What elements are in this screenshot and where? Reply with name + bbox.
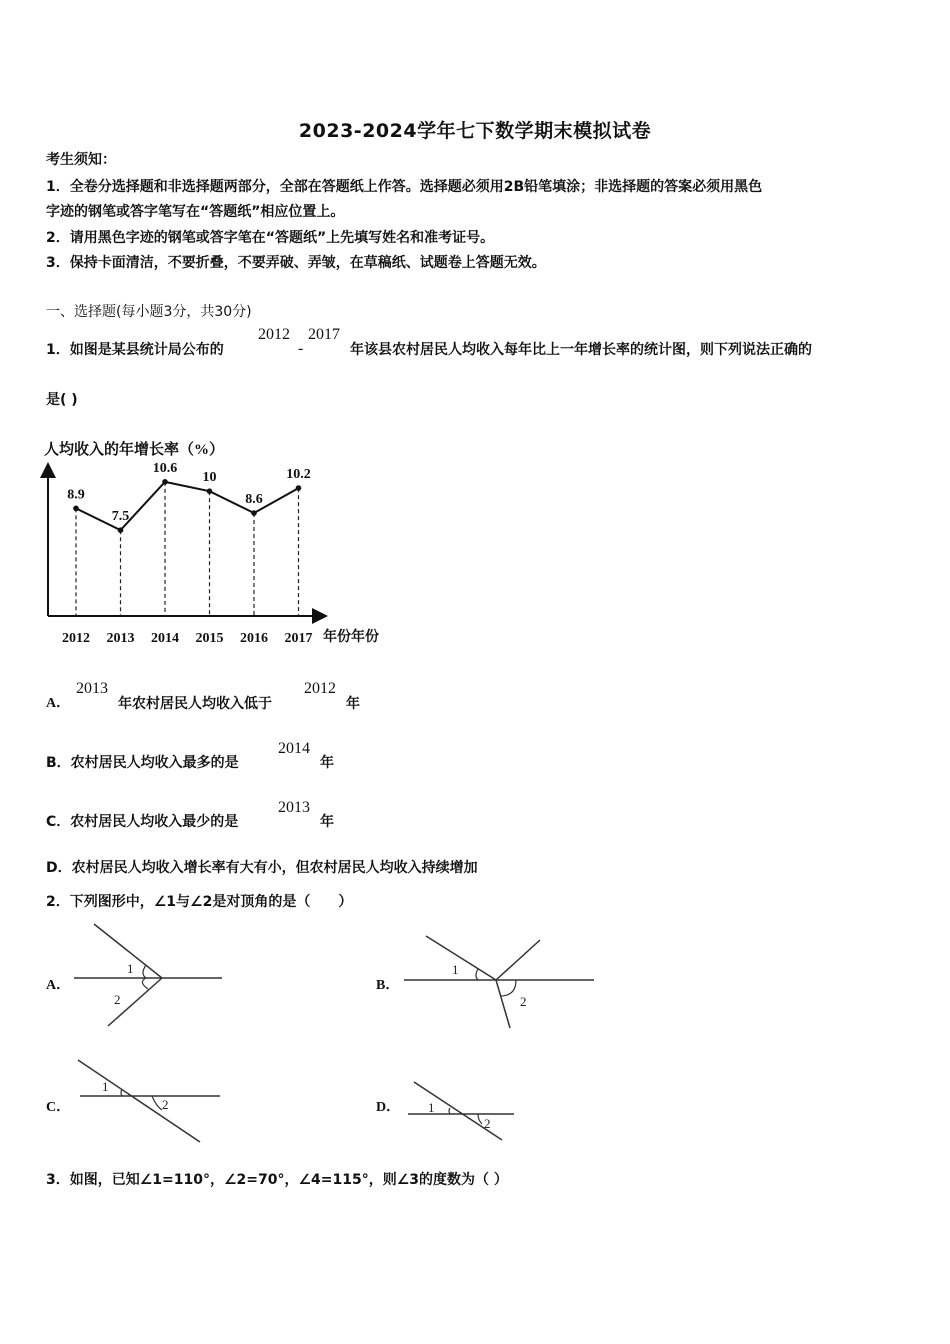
q1-option-d: D．农村居民人均收入增长率有大有小，但农村居民人均收入持续增加: [46, 860, 478, 876]
data-point-2015: [207, 488, 213, 494]
q2-option-c-label: C．: [46, 1100, 71, 1115]
q2-c-angle-2-label: 2: [162, 1097, 169, 1112]
x-tick-label-2013: 2013: [106, 631, 135, 646]
q2-figure-b: [400, 928, 600, 1032]
x-tick-label-2014: 2014: [151, 631, 179, 646]
growth-rate-line-chart: [30, 430, 410, 655]
section-heading: 一、选择题(每小题3分，共30分): [46, 304, 252, 320]
q2-figure-a: [70, 918, 230, 1033]
q1-option-c-end: 年: [320, 814, 334, 830]
data-label-2012: 8.9: [67, 487, 85, 503]
q1-option-a-year1: 2013: [76, 680, 108, 697]
data-point-2016: [251, 510, 257, 516]
q2-option-d-label: D．: [376, 1100, 401, 1115]
q1-year-end: 2017: [308, 326, 340, 343]
q1-option-a-mid: 年农村居民人均收入低于: [118, 696, 272, 712]
x-tick-label-2012: 2012: [62, 631, 90, 646]
q1-option-b-label: B．农村居民人均收入最多的是: [46, 755, 239, 771]
q2-option-a-label: A．: [46, 978, 71, 993]
q1-year-start: 2012: [258, 326, 290, 343]
q1-option-c-year: 2013: [278, 799, 310, 816]
data-point-2014: [162, 479, 168, 485]
notice-line-1b: 字迹的钢笔或答字笔写在“答题纸”相应位置上。: [46, 204, 345, 220]
data-label-2017: 10.2: [286, 467, 311, 483]
q2-stem: 2．下列图形中，∠1与∠2是对顶角的是（ ）: [46, 894, 353, 910]
q3-stem: 3．如图，已知∠1=110°，∠2=70°，∠4=115°，则∠3的度数为（ ）: [46, 1172, 508, 1188]
data-label-2013: 7.5: [111, 509, 130, 525]
q2-c-angle-1-label: 1: [102, 1079, 109, 1094]
q2-a-angle-1-label: 1: [127, 961, 134, 976]
notice-heading: 考生须知：: [46, 152, 116, 168]
data-label-2015: 10: [202, 470, 217, 486]
q1-option-a-year2: 2012: [304, 680, 336, 697]
q2-b-angle-1-label: 1: [452, 962, 459, 977]
x-axis-label: 年份年份: [323, 630, 379, 645]
x-tick-label-2015: 2015: [195, 631, 224, 646]
q1-line2: 是( ): [46, 392, 78, 408]
data-label-2016: 8.6: [245, 492, 263, 508]
q2-a-angle-2-label: 2: [114, 992, 121, 1007]
data-point-2017: [296, 485, 302, 491]
series-line: [76, 482, 299, 530]
q2-figure-d: [402, 1074, 522, 1144]
data-label-2014: 10.6: [152, 460, 178, 476]
q1-dash: -: [298, 340, 304, 357]
q1-option-c-label: C．农村居民人均收入最少的是: [46, 814, 239, 830]
q2-d-angle-1-label: 1: [428, 1100, 435, 1115]
x-tick-label-2016: 2016: [240, 631, 268, 646]
q2-option-b-label: B．: [376, 978, 400, 993]
chart-title: 人均收入的年增长率（%）: [44, 442, 225, 458]
q1-option-b-year: 2014: [278, 740, 310, 757]
q1-suffix: 年该县农村居民人均收入每年比上一年增长率的统计图，则下列说法正确的: [350, 342, 812, 358]
q1-option-a-label: A．: [46, 696, 71, 711]
q2-b-angle-2-label: 2: [520, 994, 527, 1009]
data-point-2012: [73, 506, 79, 512]
page-title: 2023-2024学年七下数学期末模拟试卷: [298, 120, 652, 142]
q1-option-a-end: 年: [346, 696, 360, 712]
x-tick-label-2017: 2017: [284, 631, 313, 646]
notice-line-2: 2．请用黑色字迹的钢笔或答字笔在“答题纸”上先填写姓名和准考证号。: [46, 230, 495, 246]
notice-line-3: 3．保持卡面清洁，不要折叠，不要弄破、弄皱，在草稿纸、试题卷上答题无效。: [46, 255, 546, 271]
q2-figure-c: [72, 1054, 232, 1148]
q1-prefix: 1．如图是某县统计局公布的: [46, 342, 224, 358]
data-point-2013: [118, 527, 124, 533]
q2-d-angle-2-label: 2: [484, 1116, 491, 1131]
notice-line-1: 1．全卷分选择题和非选择题两部分，全部在答题纸上作答。选择题必须用2B铅笔填涂；非选择题的答案必须用黑色: [46, 179, 763, 195]
q1-option-b-end: 年: [320, 755, 334, 771]
